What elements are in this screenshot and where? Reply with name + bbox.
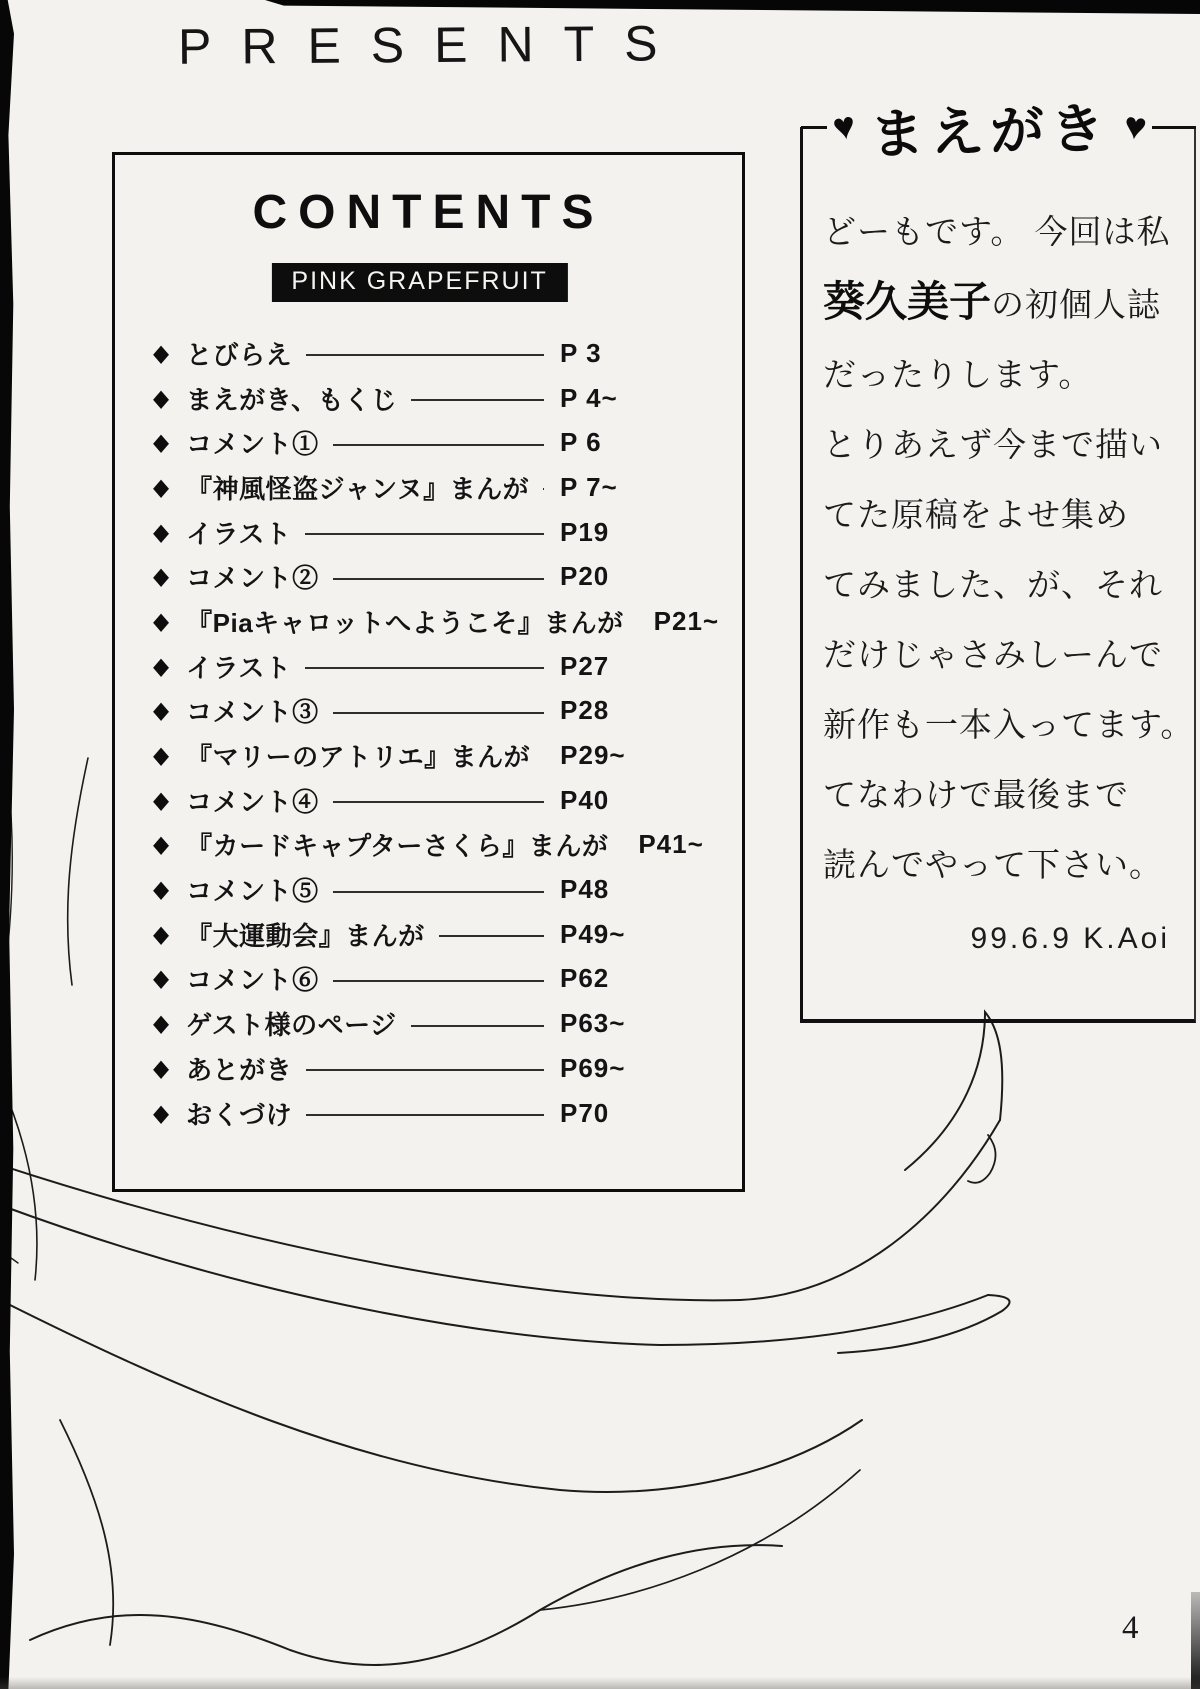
toc-row	[153, 733, 660, 778]
foreword-line	[823, 760, 1188, 830]
foreword-line-text: だったりします。	[823, 356, 1093, 393]
diamond-bullet-icon: ◆	[153, 474, 170, 501]
toc-item-page-number: P27	[560, 650, 610, 681]
toc-row	[153, 465, 660, 510]
foreword-line-text: てみました、が、それ	[823, 566, 1163, 603]
scan-edge-bottom-right	[1191, 1592, 1200, 1689]
toc-item-page-number: P62	[560, 963, 610, 994]
diamond-bullet-icon: ◆	[153, 1055, 170, 1082]
foreword-line-text: 新作も一本入ってます。	[823, 706, 1195, 743]
toc-item-label: 『Piaキャロットへようこそ』まんが	[186, 607, 624, 638]
toc-item-label: コメント③	[186, 697, 319, 728]
title-rule-left	[801, 126, 827, 129]
leader-line	[306, 1069, 544, 1071]
diamond-bullet-icon: ◆	[153, 652, 170, 680]
title-rule-right	[1152, 126, 1196, 129]
scan-edge-bottom	[0, 1677, 1200, 1689]
presents-title: PRESENTS	[177, 15, 688, 75]
page-number: 4	[1122, 1610, 1139, 1646]
foreword-line	[823, 197, 1188, 267]
leader-line	[439, 935, 544, 937]
toc-item-label: コメント②	[186, 563, 319, 594]
foreword-title: まえがき	[868, 98, 1111, 165]
foreword-line-text: 読んでやって下さい。	[823, 846, 1163, 883]
diamond-bullet-icon: ◆	[153, 921, 170, 948]
diamond-bullet-icon: ◆	[153, 965, 170, 993]
diamond-bullet-icon: ◆	[153, 340, 170, 367]
toc-row	[153, 554, 660, 599]
toc-item-page-number: P20	[560, 561, 610, 592]
toc-item-page-number: P70	[560, 1097, 610, 1128]
toc-item-page-number: P21~	[653, 605, 720, 636]
diamond-bullet-icon: ◆	[153, 697, 170, 725]
scan-edge-left	[0, 0, 14, 1689]
toc-row	[153, 331, 660, 376]
toc-item-label: とびらえ	[186, 339, 293, 370]
leader-line	[333, 801, 544, 803]
toc-item-page-number: P40	[560, 784, 610, 815]
foreword-line	[823, 410, 1188, 480]
toc-item-page-number: P 6	[560, 427, 602, 458]
toc-row	[153, 510, 660, 555]
leader-line	[543, 488, 544, 490]
foreword-line-text: とりあえず今まで描い	[823, 426, 1163, 463]
leader-line	[306, 354, 544, 356]
foreword-box	[800, 98, 1196, 1023]
toc-row	[153, 1046, 660, 1091]
leader-line	[333, 712, 544, 714]
diamond-bullet-icon: ◆	[153, 429, 170, 456]
toc-row	[153, 689, 660, 734]
leader-line	[333, 578, 544, 580]
foreword-line	[823, 480, 1188, 550]
leader-line	[306, 1114, 544, 1116]
toc-row	[153, 957, 660, 1002]
foreword-text	[803, 127, 1194, 956]
diamond-bullet-icon: ◆	[153, 742, 170, 769]
table-of-contents	[153, 331, 720, 1135]
foreword-line	[823, 550, 1188, 620]
leader-line	[305, 533, 544, 535]
toc-item-page-number: P29~	[560, 740, 626, 771]
leader-line	[333, 980, 544, 982]
toc-row	[153, 420, 660, 465]
toc-row	[153, 376, 660, 421]
toc-item-page-number: P19	[560, 516, 610, 547]
toc-item-label: イラスト	[186, 652, 292, 683]
toc-item-label: 『カードキャプターさくら』まんが	[186, 831, 609, 862]
diamond-bullet-icon: ◆	[153, 563, 170, 591]
toc-item-label: コメント①	[186, 429, 319, 460]
toc-item-label: おくづけ	[186, 1099, 293, 1130]
diamond-bullet-icon: ◆	[153, 831, 170, 859]
foreword-line-text: どーもです。 今回は私	[823, 213, 1171, 250]
toc-item-page-number: P 4~	[560, 382, 618, 413]
foreword-line	[823, 340, 1188, 410]
toc-item-page-number: P63~	[560, 1008, 626, 1039]
diamond-bullet-icon: ◆	[153, 786, 170, 814]
foreword-line	[823, 830, 1188, 900]
heart-icon: ♥	[1121, 104, 1149, 150]
foreword-line-text: てた原稿をよせ集め	[823, 496, 1129, 533]
toc-item-label: 『大運動会』まんが	[186, 920, 425, 951]
toc-row	[153, 823, 704, 868]
toc-row	[153, 644, 660, 689]
author-name: 葵久美子	[823, 278, 992, 325]
toc-item-label: イラスト	[186, 518, 292, 549]
toc-row	[153, 1091, 660, 1136]
leader-line	[333, 444, 544, 446]
foreword-title-row	[801, 81, 1196, 173]
toc-row	[153, 867, 660, 912]
foreword-line	[823, 620, 1188, 690]
toc-row	[153, 912, 660, 957]
toc-item-page-number: P48	[560, 874, 610, 905]
toc-item-label: コメント④	[186, 786, 319, 817]
leader-line	[411, 399, 544, 401]
contents-title: CONTENTS	[252, 186, 605, 239]
toc-item-page-number: P49~	[560, 918, 626, 949]
toc-row	[153, 778, 660, 823]
contents-subtitle-badge: PINK GRAPEFRUIT	[271, 263, 567, 302]
toc-item-label: 『マリーのアトリエ』まんが	[186, 742, 531, 773]
toc-item-page-number: P 3	[560, 337, 602, 368]
toc-item-page-number: P69~	[560, 1052, 626, 1083]
diamond-bullet-icon: ◆	[153, 1010, 170, 1037]
toc-item-label: あとがき	[186, 1054, 293, 1085]
diamond-bullet-icon: ◆	[153, 384, 170, 412]
diamond-bullet-icon: ◆	[153, 1099, 170, 1127]
toc-item-page-number: P 7~	[560, 471, 618, 502]
foreword-line-text: てなわけで最後まで	[823, 776, 1129, 813]
diamond-bullet-icon: ◆	[153, 608, 170, 635]
foreword-signature: 99.6.9 K.Aoi	[970, 922, 1170, 955]
toc-row	[153, 599, 720, 644]
toc-item-page-number: P41~	[638, 829, 704, 860]
leader-line	[411, 1025, 544, 1027]
diamond-bullet-icon: ◆	[153, 876, 170, 903]
leader-line	[333, 891, 544, 893]
toc-item-label: コメント⑤	[186, 876, 319, 907]
foreword-line	[823, 267, 1188, 340]
toc-item-label: ゲスト様のページ	[186, 1010, 397, 1041]
heart-icon: ♥	[829, 104, 860, 150]
toc-item-label: コメント⑥	[186, 965, 319, 996]
foreword-line	[823, 690, 1195, 760]
foreword-line-text: だけじゃさみしーんで	[823, 636, 1163, 673]
foreword-line-text: の初個人誌	[991, 286, 1162, 323]
contents-box	[112, 152, 745, 1192]
leader-line	[305, 667, 544, 669]
toc-item-label: 『神風怪盗ジャンヌ』まんが	[186, 473, 530, 504]
scan-edge-top	[265, 0, 1200, 14]
diamond-bullet-icon: ◆	[153, 518, 170, 546]
toc-item-label: まえがき、もくじ	[186, 384, 398, 415]
toc-item-page-number: P28	[560, 695, 610, 726]
toc-row	[153, 1001, 660, 1046]
